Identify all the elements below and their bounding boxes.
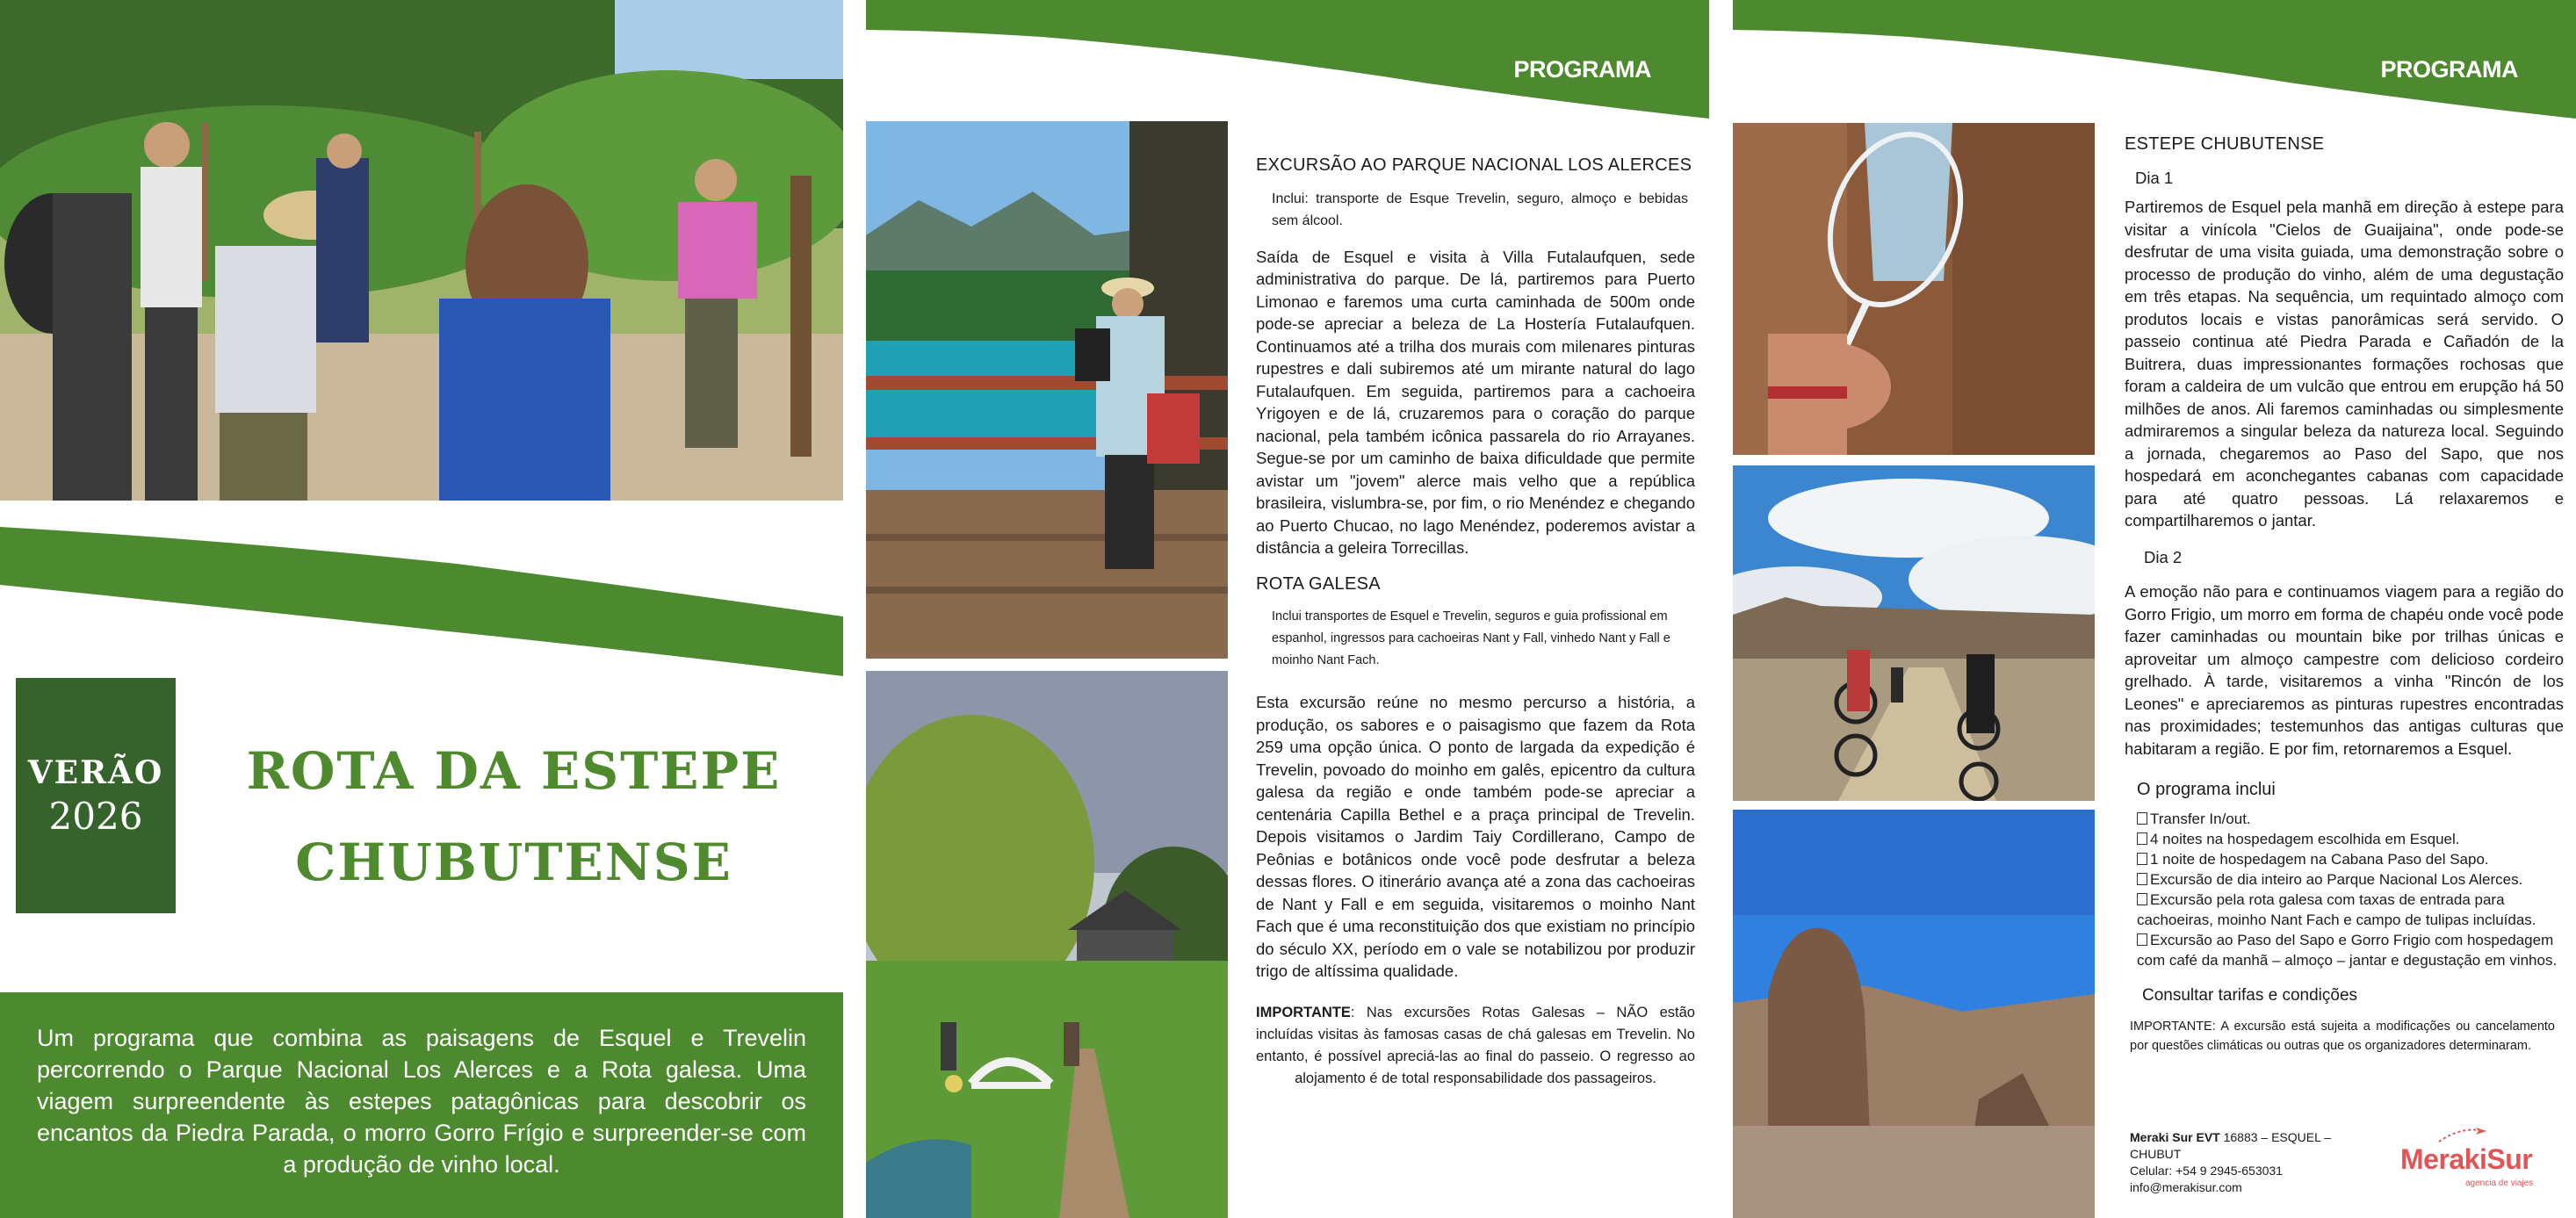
agency-email: info@merakisur.com: [2130, 1180, 2242, 1194]
section-title-los-alerces: EXCURSÃO AO PARQUE NACIONAL LOS ALERCES: [1256, 155, 1692, 175]
day-2-description: A emoção não para e continuamos viagem para a região do Gorro Frigio, um morro em forma de chapéu onde você pode fazer caminhadas ou mountain bike por trilhas únicas e aproveitar um almoço campestre com delicioso cordeiro grelhado. À tarde, visitaremos a vinha "Rincón de los Leones" e apreciaremos as pinturas rupestres encontradas nas proximidades; testemunhos das antigas culturas que habitaram a região. E por fim, retornaremos a Esquel.: [2125, 582, 2564, 758]
season-badge: [16, 678, 176, 913]
program-text-column: [1256, 155, 1695, 1090]
season-year: 2026: [48, 794, 143, 838]
logo-tagline: agencia de viajes: [2465, 1178, 2534, 1188]
agency-contact: [2130, 1129, 2358, 1196]
agency-phone: Celular: +54 9 2945-653031: [2130, 1164, 2283, 1178]
includes-item: Excursão pela rota galesa com taxas de entrada para cachoeiras, moinho Nant Fach e campo de tulipas incluídas.: [2137, 890, 2536, 928]
mountain-bike-photo: [1733, 465, 2095, 801]
includes-item: 4 noites na hospedagem escolhida em Esquel.: [2137, 829, 2564, 849]
includes-item: 1 noite de hospedagem na Cabana Paso del Sapo.: [2137, 849, 2564, 869]
estepe-text-column: [2125, 133, 2564, 1071]
day-1-description: Partiremos de Esquel pela manhã em direção à estepe para visitar a vinícola "Cielos de Guaijaina", onde pode-se desfrutar de uma visita guiada, uma demonstração sobre o processo de produção do vinho, além de uma degustação em três etapas. Na sequência, um requintado almoço com produtos locais e vistas panorâmicas será servido. O passeio continua até Piedra Parada e Cañadón de la Buitrera, duas impressionantes formações rochosas que foram a caldeira de um vulcão que entrou em erupção há 50 milhões de anos. Ali faremos caminhadas ou simplesmente admiraremos a singular beleza da natureza local. Seguindo a jornada, chegaremos ao Paso del Sapo, que nos hospedará em aconchegantes cabanas com capacidade para até quatro pessoas. Lá relaxaremos e compartilharemos o jantar.: [2125, 198, 2564, 530]
panel-heading: PROGRAMA: [2380, 56, 2518, 83]
important-text: : Nas excursões Rotas Galesas – NÃO estão incluídas visitas às famosas casas de chá galesas em Trevelin. No entanto, é possível apreciá-las ao final do passeio. O regresso ao alojamento é de total responsabilidade dos passageiros.: [1256, 1004, 1695, 1086]
section-includes-note: Inclui: transporte de Esque Trevelin, seguro, almoço e bebidas sem álcool.: [1272, 191, 1688, 228]
title-line-2: CHUBUTENSE: [295, 832, 732, 892]
section-description: Saída de Esquel e visita à Villa Futalaufquen, sede administrativa do parque. De lá, partiremos para Puerto Limonao e faremos uma curta caminhada de 500m onde pode-se apreciar a beleza de La Hostería Futalaufquen. Continuamos até a trilha dos murais com milenares pinturas rupestres e dali subiremos até um mirante natural do lago Futalaufquen. Em seguida, partiremos para a cachoeira Yrigoyen e de lá, cruzaremos para o coração do parque nacional, pela também icônica passarela do rio Arrayanes. Segue-se por um caminho de baixa dificuldade que permite avistar um "jovem" alerce mais velho que a república brasileira, vislumbra-se, por fim, o rio Menéndez e chegando ao Puerto Chucao, no lago Menéndez, poderemos avistar a distância a geleira Torrecillas.: [1256, 247, 1695, 557]
day-2-label: Dia 2: [2144, 547, 2183, 566]
section-description: Esta excursão reúne no mesmo percurso a história, a produção, os sabores e o paisagismo que fazem da Rota 259 uma opção única. O ponto de largada da expedição é Trevelin, povoado do moinho em galês, epicentro da cultura galesa da região e onde também pode-se apreciar a centenária Capilla Bethel e a praça principal de Trevelin. Depois visitamos o Jardim Taiy Cordillerano, Campo de Peônias e botânicos onde você pode desfrutar a beleza dessas flores. O itinerário avança até a zona das cachoeiras de Nant y Fall e em seguida, visitaremos o moinho Nant Fach que é uma reconstituição dos que existiam no princípio do século XX, período em o vale se notabilizou por produzir trigo de altíssima qualidade.: [1256, 693, 1695, 980]
program-panel-2: [1733, 0, 2576, 1218]
section-includes-note: Inclui transportes de Esquel e Trevelin, seguros e guia profissional em espanhol, ingressos para cachoeiras Nant y Fall, vinhedo Nant y Fall e moinho Nant Fach.: [1272, 609, 1670, 667]
checkbox-icon: [2137, 832, 2147, 845]
vineyard-tour-photo: [0, 0, 843, 516]
green-wave-divider: [0, 501, 843, 676]
checkbox-icon: [2137, 812, 2147, 825]
cover-panel: [0, 0, 843, 1218]
important-notice: IMPORTANTE: A excursão está sujeita a modificações ou cancelamento por questões climáticas ou outras que os organizadores determinaram.: [2130, 1020, 2555, 1053]
includes-item: Transfer In/out.: [2137, 809, 2564, 829]
checkbox-icon: [2137, 853, 2147, 865]
includes-title: O programa inclui: [2137, 780, 2276, 799]
includes-list: [2125, 809, 2564, 970]
panel-heading: PROGRAMA: [1513, 56, 1651, 83]
welsh-garden-photo: [866, 671, 1228, 1218]
section-title-rota-galesa: ROTA GALESA: [1256, 573, 1381, 594]
checkbox-icon: [2137, 873, 2147, 885]
includes-item: Excursão de dia inteiro ao Parque Nacional Los Alerces.: [2137, 869, 2564, 890]
section-title-estepe: ESTEPE CHUBUTENSE: [2125, 134, 2325, 154]
program-panel-1: [866, 0, 1709, 1218]
title-line-1: ROTA DA ESTEPE: [246, 741, 782, 801]
season-label: VERÃO: [27, 753, 164, 791]
checkbox-icon: [2137, 933, 2147, 946]
brochure-title: [184, 725, 843, 908]
logo-wordmark: MerakiSur: [2400, 1143, 2533, 1175]
wine-glass-photo: [1733, 123, 2095, 455]
merakisur-logo: [2400, 1124, 2558, 1186]
important-notice: [1256, 1002, 1695, 1090]
important-label: IMPORTANTE: [1256, 1004, 1351, 1020]
rates-inquiry: Consultar tarifas e condições: [2142, 985, 2358, 1005]
includes-item: Excursão ao Paso del Sapo e Gorro Frigio com hospedagem com café da manhã – almoço – jantar e degustação em vinhos.: [2137, 931, 2558, 969]
program-summary: Um programa que combina as paisagens de Esquel e Trevelin percorrendo o Parque Nacional Los Alerces e a Rota galesa. Uma viagem surpreendente às estepes patagônicas para descobrir os encantos da Piedra Parada, o morro Gorro Frígio e surpreender-se com a produção de vinho local.: [0, 992, 843, 1218]
checkbox-icon: [2137, 893, 2147, 905]
agency-name: Meraki Sur EVT: [2130, 1130, 2220, 1144]
day-1-label: Dia 1: [2135, 168, 2174, 187]
piedra-parada-photo: [1733, 810, 2095, 1218]
los-alerces-lake-photo: [866, 121, 1228, 659]
agency-registration: 16883 – ESQUEL – CHUBUT: [2130, 1130, 2332, 1161]
